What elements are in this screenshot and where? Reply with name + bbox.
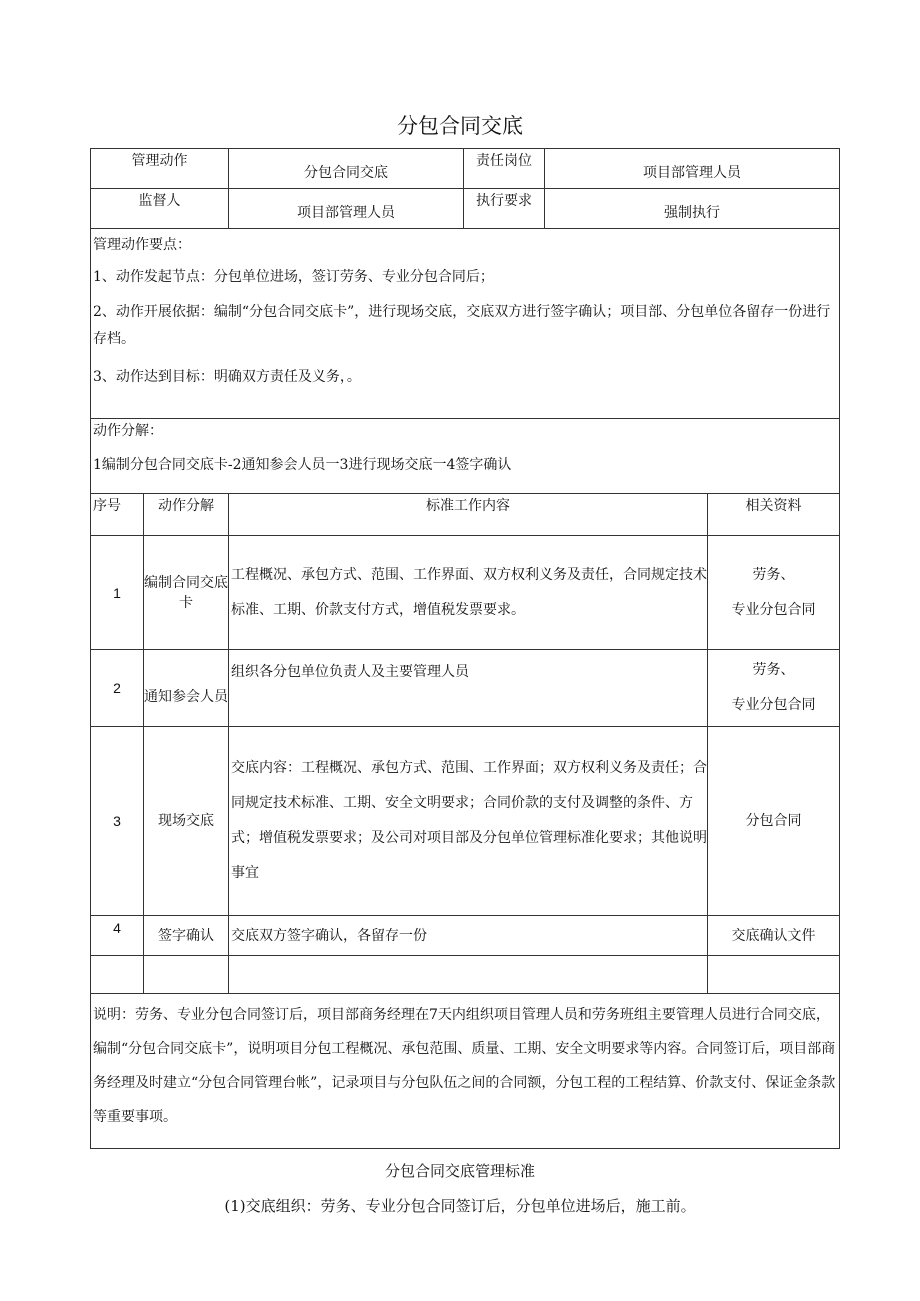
- table-row: [91, 916, 840, 956]
- table-row: [91, 650, 840, 727]
- empty-cell: [708, 956, 840, 994]
- header-row-1: [91, 149, 840, 189]
- header-value-action: 分包合同交底: [229, 149, 464, 189]
- table-column-header-row: [91, 494, 840, 536]
- reference-line: 交底确认文件: [731, 927, 816, 944]
- row-number: 1: [91, 536, 144, 650]
- header-label-role: 责任岗位: [464, 149, 545, 189]
- row-number: 4: [91, 916, 144, 956]
- reference-line: 专业分包合同: [731, 697, 816, 713]
- row-reference: [708, 536, 840, 650]
- header-value-role: 项目部管理人员: [545, 149, 840, 189]
- reference-line: 劳务、: [752, 662, 795, 678]
- table-row: [91, 536, 840, 650]
- row-reference: [708, 727, 840, 916]
- column-header-reference: 相关资料: [708, 494, 840, 536]
- breakdown-row: [91, 419, 840, 494]
- row-number: 2: [91, 650, 144, 727]
- header-value-requirement: 强制执行: [545, 189, 840, 229]
- empty-cell: [229, 956, 708, 994]
- column-header-content: 标准工作内容: [229, 494, 708, 536]
- key-point-item: 1、动作发起节点：分包单位进场，签订劳务、专业分包合同后；: [93, 269, 494, 285]
- note-row: [91, 994, 840, 1149]
- key-points-block: [91, 229, 840, 419]
- row-content: 工程概况、承包方式、范围、工作界面、双方权利义务及责任，合同规定技术标准、工期、价款支付方式，增值税发票要求。: [229, 536, 708, 650]
- header-value-supervisor: 项目部管理人员: [229, 189, 464, 229]
- column-header-action: 动作分解: [144, 494, 229, 536]
- reference-line: 劳务、: [752, 566, 795, 583]
- standard-item: (1)交底组织：劳务、专业分包合同签订后，分包单位进场后，施工前。: [224, 1197, 696, 1215]
- row-reference: [708, 650, 840, 727]
- row-content: 交底双方签字确认，各留存一份: [229, 916, 708, 956]
- breakdown-flow: 1编制分包合同交底卡-2通知参会人员一3进行现场交底一4签字确认: [93, 457, 512, 473]
- row-reference: [708, 916, 840, 956]
- header-row-2: [91, 189, 840, 229]
- note-block: 说明：劳务、专业分包合同签订后，项目部商务经理在7天内组织项目管理人员和劳务班组主要管理人员进行合同交底，编制“分包合同交底卡”，说明项目分包工程概况、承包范围、质量、工期、安全文明要求等内容。合同签订后，项目部商务经理及时建立“分包合同管理台帐”，记录项目与分包队伍之间的合同额，分包工程的工程结算、价款支付、保证金条款等重要事项。: [91, 994, 840, 1149]
- key-points-row: [91, 229, 840, 419]
- key-points-heading: 管理动作要点：: [93, 237, 191, 253]
- empty-cell: [144, 956, 229, 994]
- row-content: 交底内容：工程概况、承包方式、范围、工作界面；双方权利义务及责任；合同规定技术标准、工期、安全文明要求；合同价款的支付及调整的条件、方式；增值税发票要求；及公司对项目部及分包单位管理标准化要求；其他说明事宜: [229, 727, 708, 916]
- row-action: 现场交底: [144, 727, 229, 916]
- empty-cell: [91, 956, 144, 994]
- empty-row: [91, 956, 840, 994]
- breakdown-block: [91, 419, 840, 494]
- reference-line: 分包合同: [745, 813, 802, 829]
- reference-line: 专业分包合同: [731, 601, 816, 618]
- breakdown-heading: 动作分解：: [93, 423, 163, 439]
- key-point-item: 2、动作开展依据：编制“分包合同交底卡”，进行现场交底，交底双方进行签字确认；项目部、分包单位各留存一份进行存档。: [93, 304, 831, 347]
- header-label-action: 管理动作: [91, 149, 229, 189]
- row-action: 签字确认: [144, 916, 229, 956]
- row-action: 编制合同交底卡: [144, 536, 229, 650]
- row-action: 通知参会人员: [144, 650, 229, 727]
- column-header-no: 序号: [91, 494, 144, 536]
- key-point-item: 3、动作达到目标：明确双方责任及义务，。: [93, 369, 361, 385]
- management-table: [90, 148, 840, 1149]
- table-row: [91, 727, 840, 916]
- header-label-requirement: 执行要求: [464, 189, 545, 229]
- row-number: 3: [91, 727, 144, 916]
- header-label-supervisor: 监督人: [91, 189, 229, 229]
- row-content: 组织各分包单位负责人及主要管理人员: [229, 650, 708, 727]
- standard-title: 分包合同交底管理标准: [384, 1162, 535, 1180]
- page-title: 分包合同交底: [397, 114, 523, 138]
